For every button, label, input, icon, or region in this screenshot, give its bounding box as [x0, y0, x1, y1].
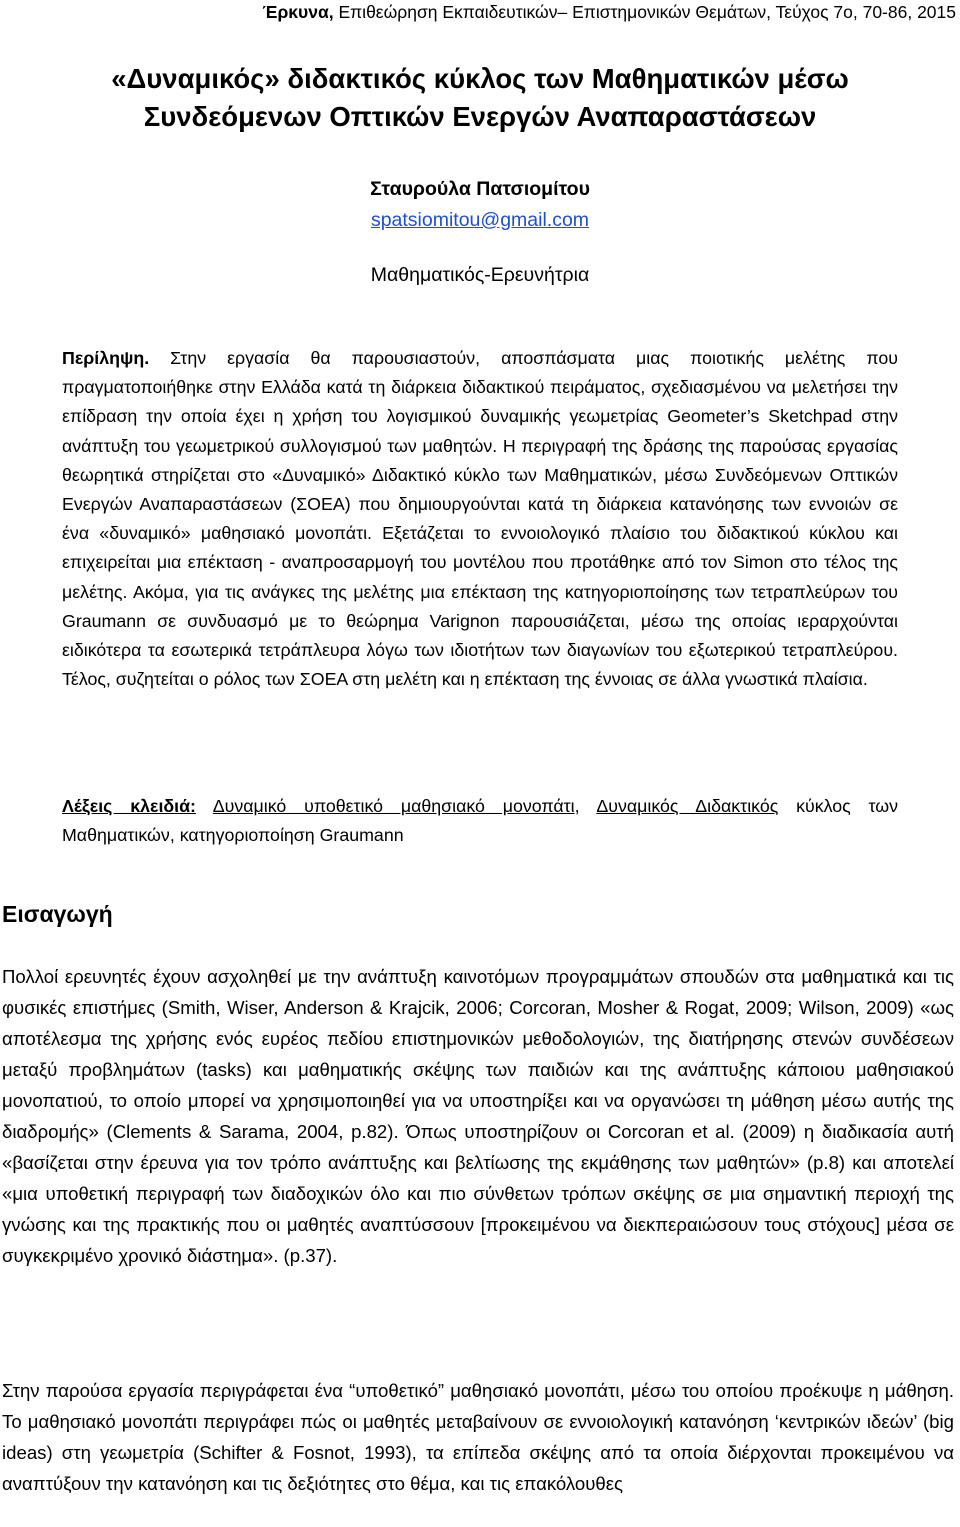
introduction-paragraph-1: Πολλοί ερευνητές έχουν ασχοληθεί με την ανάπτυξη καινοτόμων προγραμμάτων σπουδών στα μαθηματικά και τις φυσικές επιστήμες (Smith, Wiser, Anderson & Krajcik, 2006; Corcoran, Mosher & Rogat, 2009; Wilson, 2009) «ως αποτέλεσμα της χρήσης ενός ευρέος πεδίου επιστημονικών μεθοδολογιών, της διατήρησης στενών συνδέσεων μεταξύ προβλημάτων (tasks) και μαθηματικής σκέψης των παιδιών και της ανάπτυξης κάποιου μαθησιακού μονοπατιού, το οποίο μπορεί να χρησιμοποιηθεί για να υποστηρίξει και να οργανώσει τη μάθηση μέσω αυτής της διαδρομής» (Clements & Sarama, 2004, p.82). Όπως υποστηρίζουν οι Corcoran et al. (2009) η διαδικασία αυτή «βασίζεται στην έρευνα για τον τρόπο ανάπτυξης και βελτίωσης της εκμάθησης των μαθητών» (p.8) και αποτελεί «μια υποθετική περιγραφή των διαδοχικών όλο και πιο σύνθετων τρόπων σκέψης σε μια σημαντική περιοχή της γνώσης και της πρακτικής που οι μαθητές αναπτύσσουν [προκειμένου να διεκπεραιώσουν τους στόχους] μέσα σε συγκεκριμένο χρονικό διάστημα». (p.37).	[2, 966, 954, 1266]
journal-name: Έρκυνα,	[262, 2, 334, 22]
paper-title	[0, 60, 960, 136]
keywords-rest: κύκλος των Μαθηματικών, κατηγοριοποίηση Graumann	[62, 796, 898, 846]
section-heading-introduction: Εισαγωγή	[2, 901, 113, 927]
keyword-2: Δυναμικός Διδακτικός	[596, 796, 779, 816]
author-email-link[interactable]: spatsiomitou@gmail.com	[370, 209, 590, 231]
keyword-separator: ,	[574, 796, 597, 816]
author-name: Σταυρούλα Πατσιομίτου	[370, 178, 590, 200]
author-affiliation: Μαθηματικός-Ερευνήτρια	[370, 264, 590, 286]
author-email-line	[0, 209, 960, 232]
keywords	[62, 792, 898, 850]
introduction-paragraph-2: Στην παρούσα εργασία περιγράφεται ένα “υποθετικό” μαθησιακό μονοπάτι, μέσω του οποίου προέκυψε η μάθηση. Το μαθησιακό μονοπάτι περιγράφει πώς οι μαθητές μεταβαίνουν σε εννοιολογική κατανόηση ‘κεντρικών ιδεών’ (big ideas) στη γεωμετρία (Schifter & Fosnot, 1993), τα επίπεδα σκέψης από τα οποία διέρχονται προκειμένου να αναπτύξουν την κατανόηση και τις δεξιότητες στο θέμα, και τις επακόλουθες	[2, 1380, 954, 1494]
abstract-label: Περίληψη.	[62, 348, 150, 368]
abstract-text: Στην εργασία θα παρουσιαστούν, αποσπάσματα μιας ποιοτικής μελέτης που πραγματοποιήθηκε στην Ελλάδα κατά τη διάρκεια διδακτικού πειράματος, σχεδιασμένου να μελετήσει την επίδραση την οποία έχει η χρήση του λογισμικού δυναμικής γεωμετρίας Geometer’s Sketchpad στην ανάπτυξη του γεωμετρικού συλλογισμού των μαθητών. Η περιγραφή της δράσης της παρούσας εργασίας θεωρητικά στηρίζεται στο «Δυναμικό» Διδακτικό κύκλο των Μαθηματικών, μέσω Συνδεόμενων Οπτικών Ενεργών Αναπαραστάσεων (ΣΟΕΑ) που δημιουργούνται κατά τη διάρκεια κατανόησης των εννοιών σε ένα «δυναμικό» μαθησιακό μονοπάτι. Εξετάζεται το εννοιολογικό πλαίσιο του διδακτικού κύκλου και επιχειρείται μια επέκταση - αναπροσαρμογή του μοντέλου που προτάθηκε από τον Simon στο τέλος της μελέτης. Ακόμα, για τις ανάγκες της μελέτης μια επέκταση της κατηγοριοποίησης των τετραπλεύρων του Graumann σε συνδυασμό με το θεώρημα Varignon παρουσιάζεται, μέσω της οποίας ιεραρχούνται ειδικότερα τα εσωτερικά τετράπλευρα λόγω των ιδιοτήτων των διαγωνίων του εξωτερικού τετραπλεύρου. Τέλος, συζητείται ο ρόλος των ΣΟΕΑ στη μελέτη και η επέκταση της έννοιας σε άλλα γνωστικά πλαίσια.	[62, 348, 898, 690]
abstract	[62, 344, 898, 694]
journal-citation: Επιθεώρηση Εκπαιδευτικών– Επιστημονικών Θεμάτων, Τεύχος 7ο, 70-86, 2015	[333, 2, 956, 22]
keyword-1: Δυναμικό υποθετικό μαθησιακό μονοπάτι	[212, 796, 575, 816]
title-line-1: «Δυναμικός» διδακτικός κύκλος των Μαθηματικών μέσω	[111, 63, 849, 94]
running-header	[263, 2, 956, 23]
keywords-label: Λέξεις κλειδιά:	[62, 796, 196, 816]
title-line-2: Συνδεόμενων Οπτικών Ενεργών Αναπαραστάσεων	[143, 101, 817, 132]
